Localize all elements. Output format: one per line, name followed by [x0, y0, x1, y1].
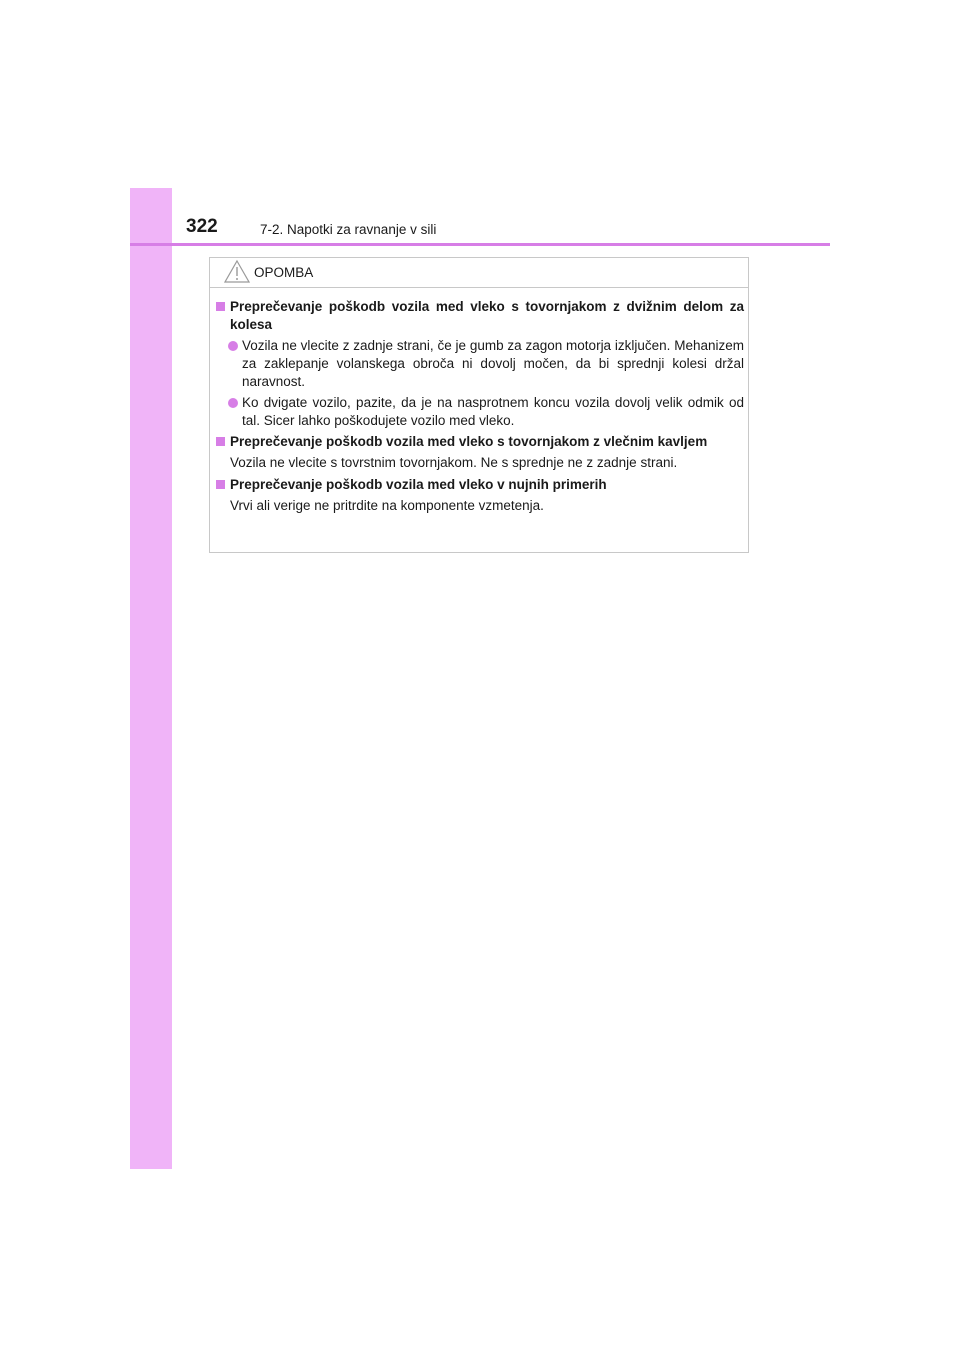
section-heading: Preprečevanje poškodb vozila med vleko s tovornjakom z vlečnim kavljem: [216, 433, 744, 451]
section-heading: Preprečevanje poškodb vozila med vleko v nujnih primerih: [216, 476, 744, 494]
square-bullet-icon: [216, 480, 225, 489]
list-item: Vozila ne vlecite z zadnje strani, če je gumb za zagon motorja izključen. Mehanizem za zaklepanje volanskega obroča ni dovolj močen, da bi sprednji kolesi držal naravnost.: [216, 337, 744, 391]
circle-bullet-icon: [228, 341, 238, 351]
notice-box: [209, 257, 749, 553]
page-number: 322: [186, 216, 218, 237]
section-title: 7-2. Napotki za ravnanje v sili: [260, 222, 437, 237]
notice-content: [216, 298, 744, 519]
notice-header: [210, 258, 748, 288]
section-heading: Preprečevanje poškodb vozila med vleko s tovornjakom z dvižnim delom za kolesa: [216, 298, 744, 334]
header-divider: [130, 243, 830, 246]
warning-triangle-icon: [224, 259, 250, 283]
chapter-side-tab: [130, 188, 172, 1169]
square-bullet-icon: [216, 437, 225, 446]
list-item: Ko dvigate vozilo, pazite, da je na nasprotnem koncu vozila dovolj velik odmik od tal. Sicer lahko poškodujete vozilo med vleko.: [216, 394, 744, 430]
section-text: Vrvi ali verige ne pritrdite na komponente vzmetenja.: [230, 498, 544, 513]
square-bullet-icon: [216, 302, 225, 311]
circle-bullet-icon: [228, 398, 238, 408]
notice-label: OPOMBA: [254, 265, 314, 280]
section-text: Vozila ne vlecite s tovrstnim tovornjakom. Ne s sprednje ne z zadnje strani.: [230, 455, 678, 470]
